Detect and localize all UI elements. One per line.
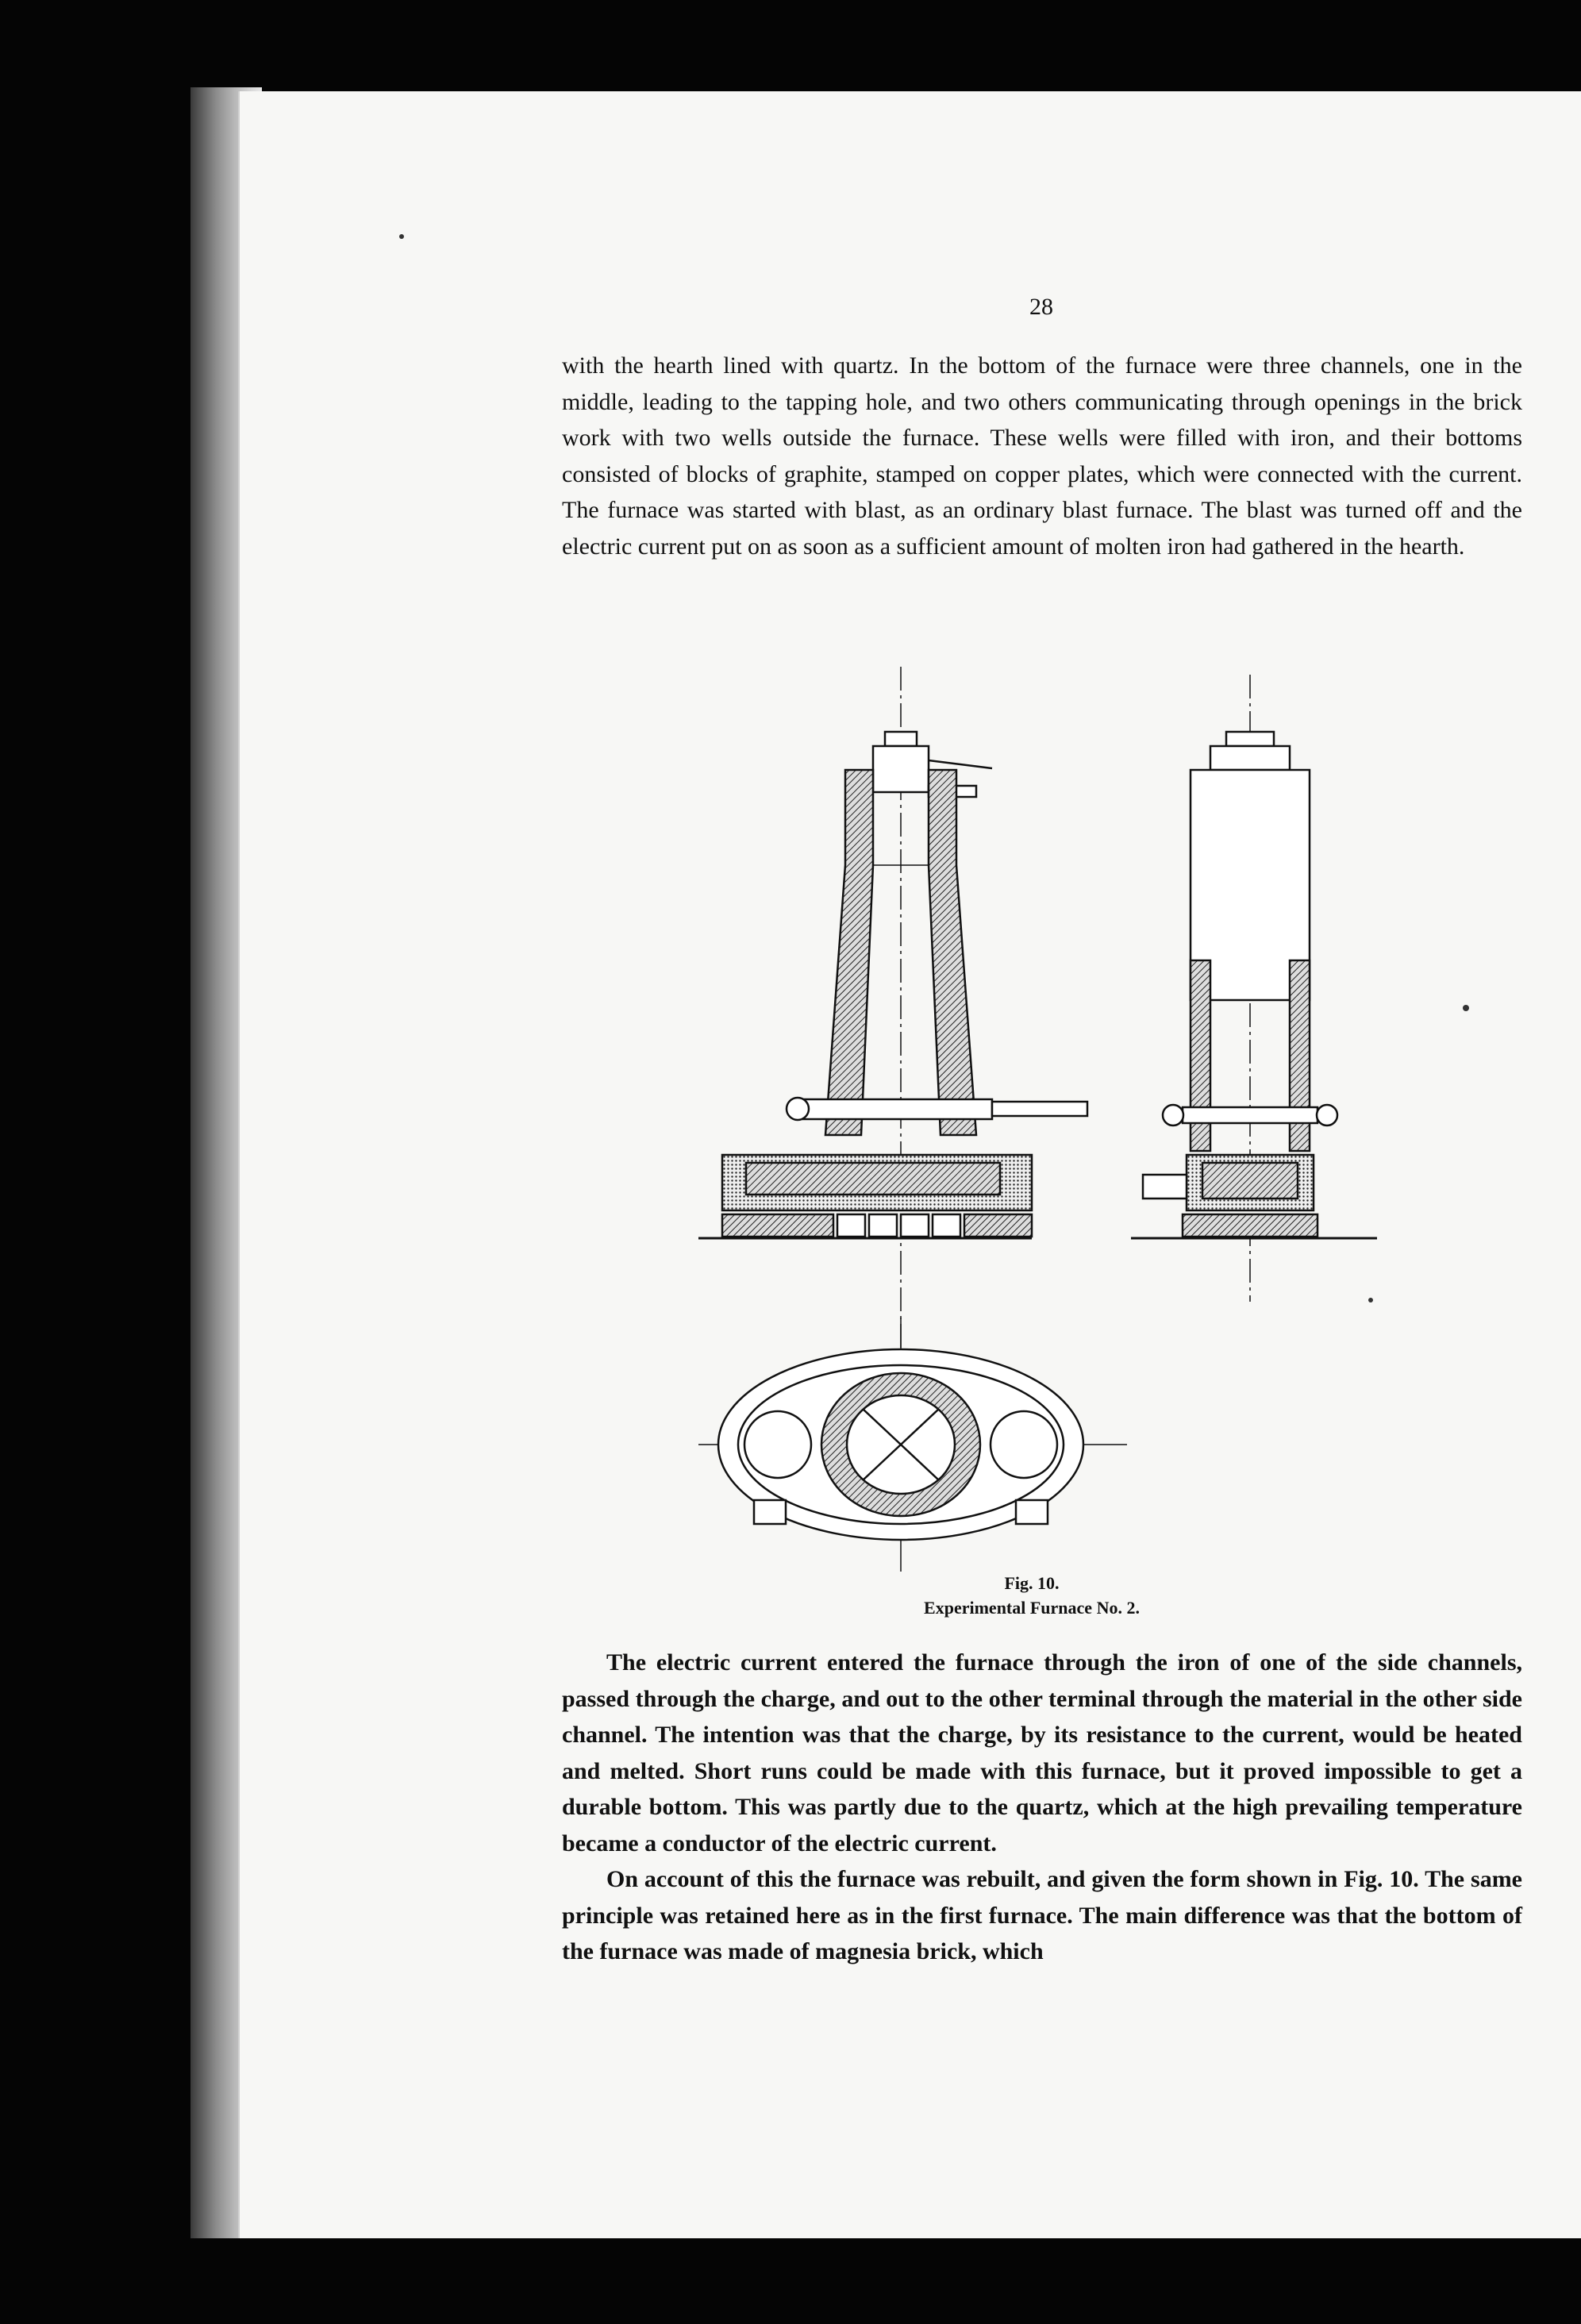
figure-number: Fig. 10. [1004,1573,1060,1593]
furnace-figure [683,667,1397,1572]
paragraph-3: On account of this the furnace was rebuilt, and given the form shown in Fig. 10. The same principle was retained here as in the first furnace. The main difference was that the bottom of the furnace was made of magnesia brick, which [562,1866,1522,1964]
paragraph-2: The electric current entered the furnace through the iron of one of the side channels, passed through the charge, and out to the other terminal through the material in the other side channel. The intention was that the charge, by its resistance to the current, would be heated and melted. Short runs could be made with this furnace, but it proved impossible to get a durable bottom. This was partly due to the quartz, which at the high prevailing temperature became a conductor of the electric current. [562,1649,1522,1857]
page-number: 28 [1029,294,1053,320]
plan-view-drawing [698,1318,1127,1572]
figure-title: Experimental Furnace No. 2. [924,1598,1140,1618]
section-elevation-drawing [698,667,1087,1389]
paragraph-1: with the hearth lined with quartz. In the bottom of the furnace were three channels, one in the middle, leading to the tapping hole, and two others communicating through openings in the brick work with two wells outside the furnace. These wells were filled with iron, and their bottoms consisted of blocks of graphite, stamped on copper plates, which were connected with the current. The furnace was started with blast, as an ordinary blast furnace. The blast was turned off and the electric current put on as soon as a sufficient amount of molten iron had gathered in the hearth. [562,352,1522,560]
exterior-elevation-drawing [1131,675,1377,1302]
scan-speck [1463,1005,1469,1011]
scan-speck [399,234,404,239]
scan-speck [1368,1298,1373,1302]
